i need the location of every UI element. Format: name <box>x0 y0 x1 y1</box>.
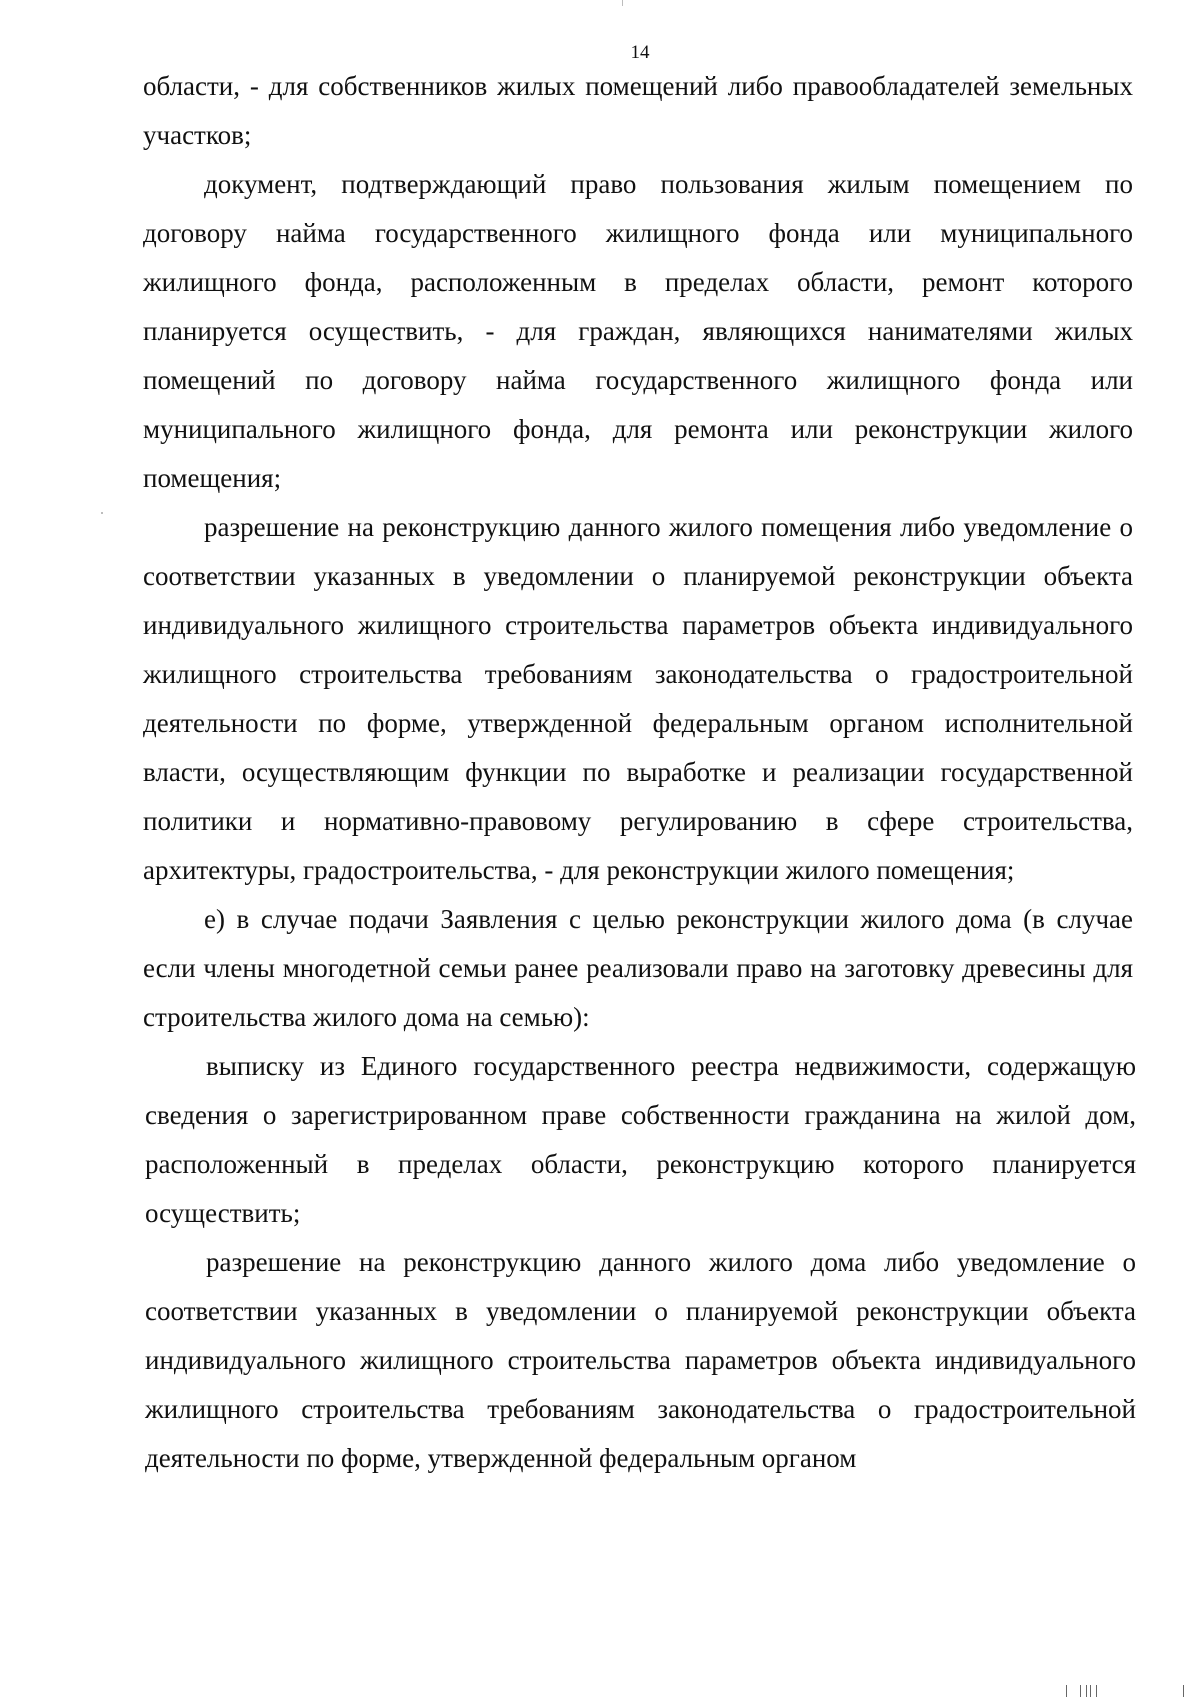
scan-edge-tick <box>1096 1685 1097 1697</box>
paragraph-1: области, - для собственников жилых помещений либо правообладателей земельных участков; <box>143 71 1133 150</box>
document-body <box>143 62 1136 1483</box>
scan-artifact-left-margin <box>101 512 103 514</box>
page-number: 14 <box>630 42 650 63</box>
scan-edge-tick <box>1090 1685 1091 1697</box>
paragraph-3: разрешение на реконструкцию данного жилого помещения либо уведомление о соответствии указанных в уведомлении о планируемой реконструкции объекта индивидуального жилищного строительства параметров объекта индивидуального жилищного строительства требованиям законодательства о градостроительной деятельности по форме, утвержденной федеральным органом исполнительной власти, осуществляющим функции по выработке и реализации государственной политики и нормативно-правовому регулированию в сфере строительства, архитектуры, градостроительства, - для реконструкции жилого помещения; <box>143 512 1133 885</box>
scan-edge-tick <box>1086 1685 1087 1697</box>
scan-artifact-top <box>622 0 623 6</box>
scan-edge-tick <box>1183 1685 1184 1697</box>
paragraph-2: документ, подтверждающий право пользования жилым помещением по договору найма государственного жилищного фонда или муниципального жилищного фонда, расположенным в пределах области, ремонт которого планируется осуществить, - для граждан, являющихся нанимателями жилых помещений по договору найма государственного жилищного фонда или муниципального жилищного фонда, для ремонта или реконструкции жилого помещения; <box>143 169 1133 493</box>
scan-edge-tick <box>1080 1685 1081 1697</box>
paragraph-5: выписку из Единого государственного реестра недвижимости, содержащую сведения о зарегистрированном праве собственности гражданина на жилой дом, расположенный в пределах области, реконструкцию которого планируется осуществить; <box>145 1051 1136 1228</box>
scan-edge-tick <box>1066 1685 1067 1697</box>
paragraph-4: е) в случае подачи Заявления с целью реконструкции жилого дома (в случае если члены многодетной семьи ранее реализовали право на заготовку древесины для строительства жилого дома на семью): <box>143 904 1133 1032</box>
paragraph-6: разрешение на реконструкцию данного жилого дома либо уведомление о соответствии указанных в уведомлении о планируемой реконструкции объекта индивидуального жилищного строительства параметров объекта индивидуального жилищного строительства требованиям законодательства о градостроительной деятельности по форме, утвержденной федеральным органом <box>145 1247 1136 1473</box>
